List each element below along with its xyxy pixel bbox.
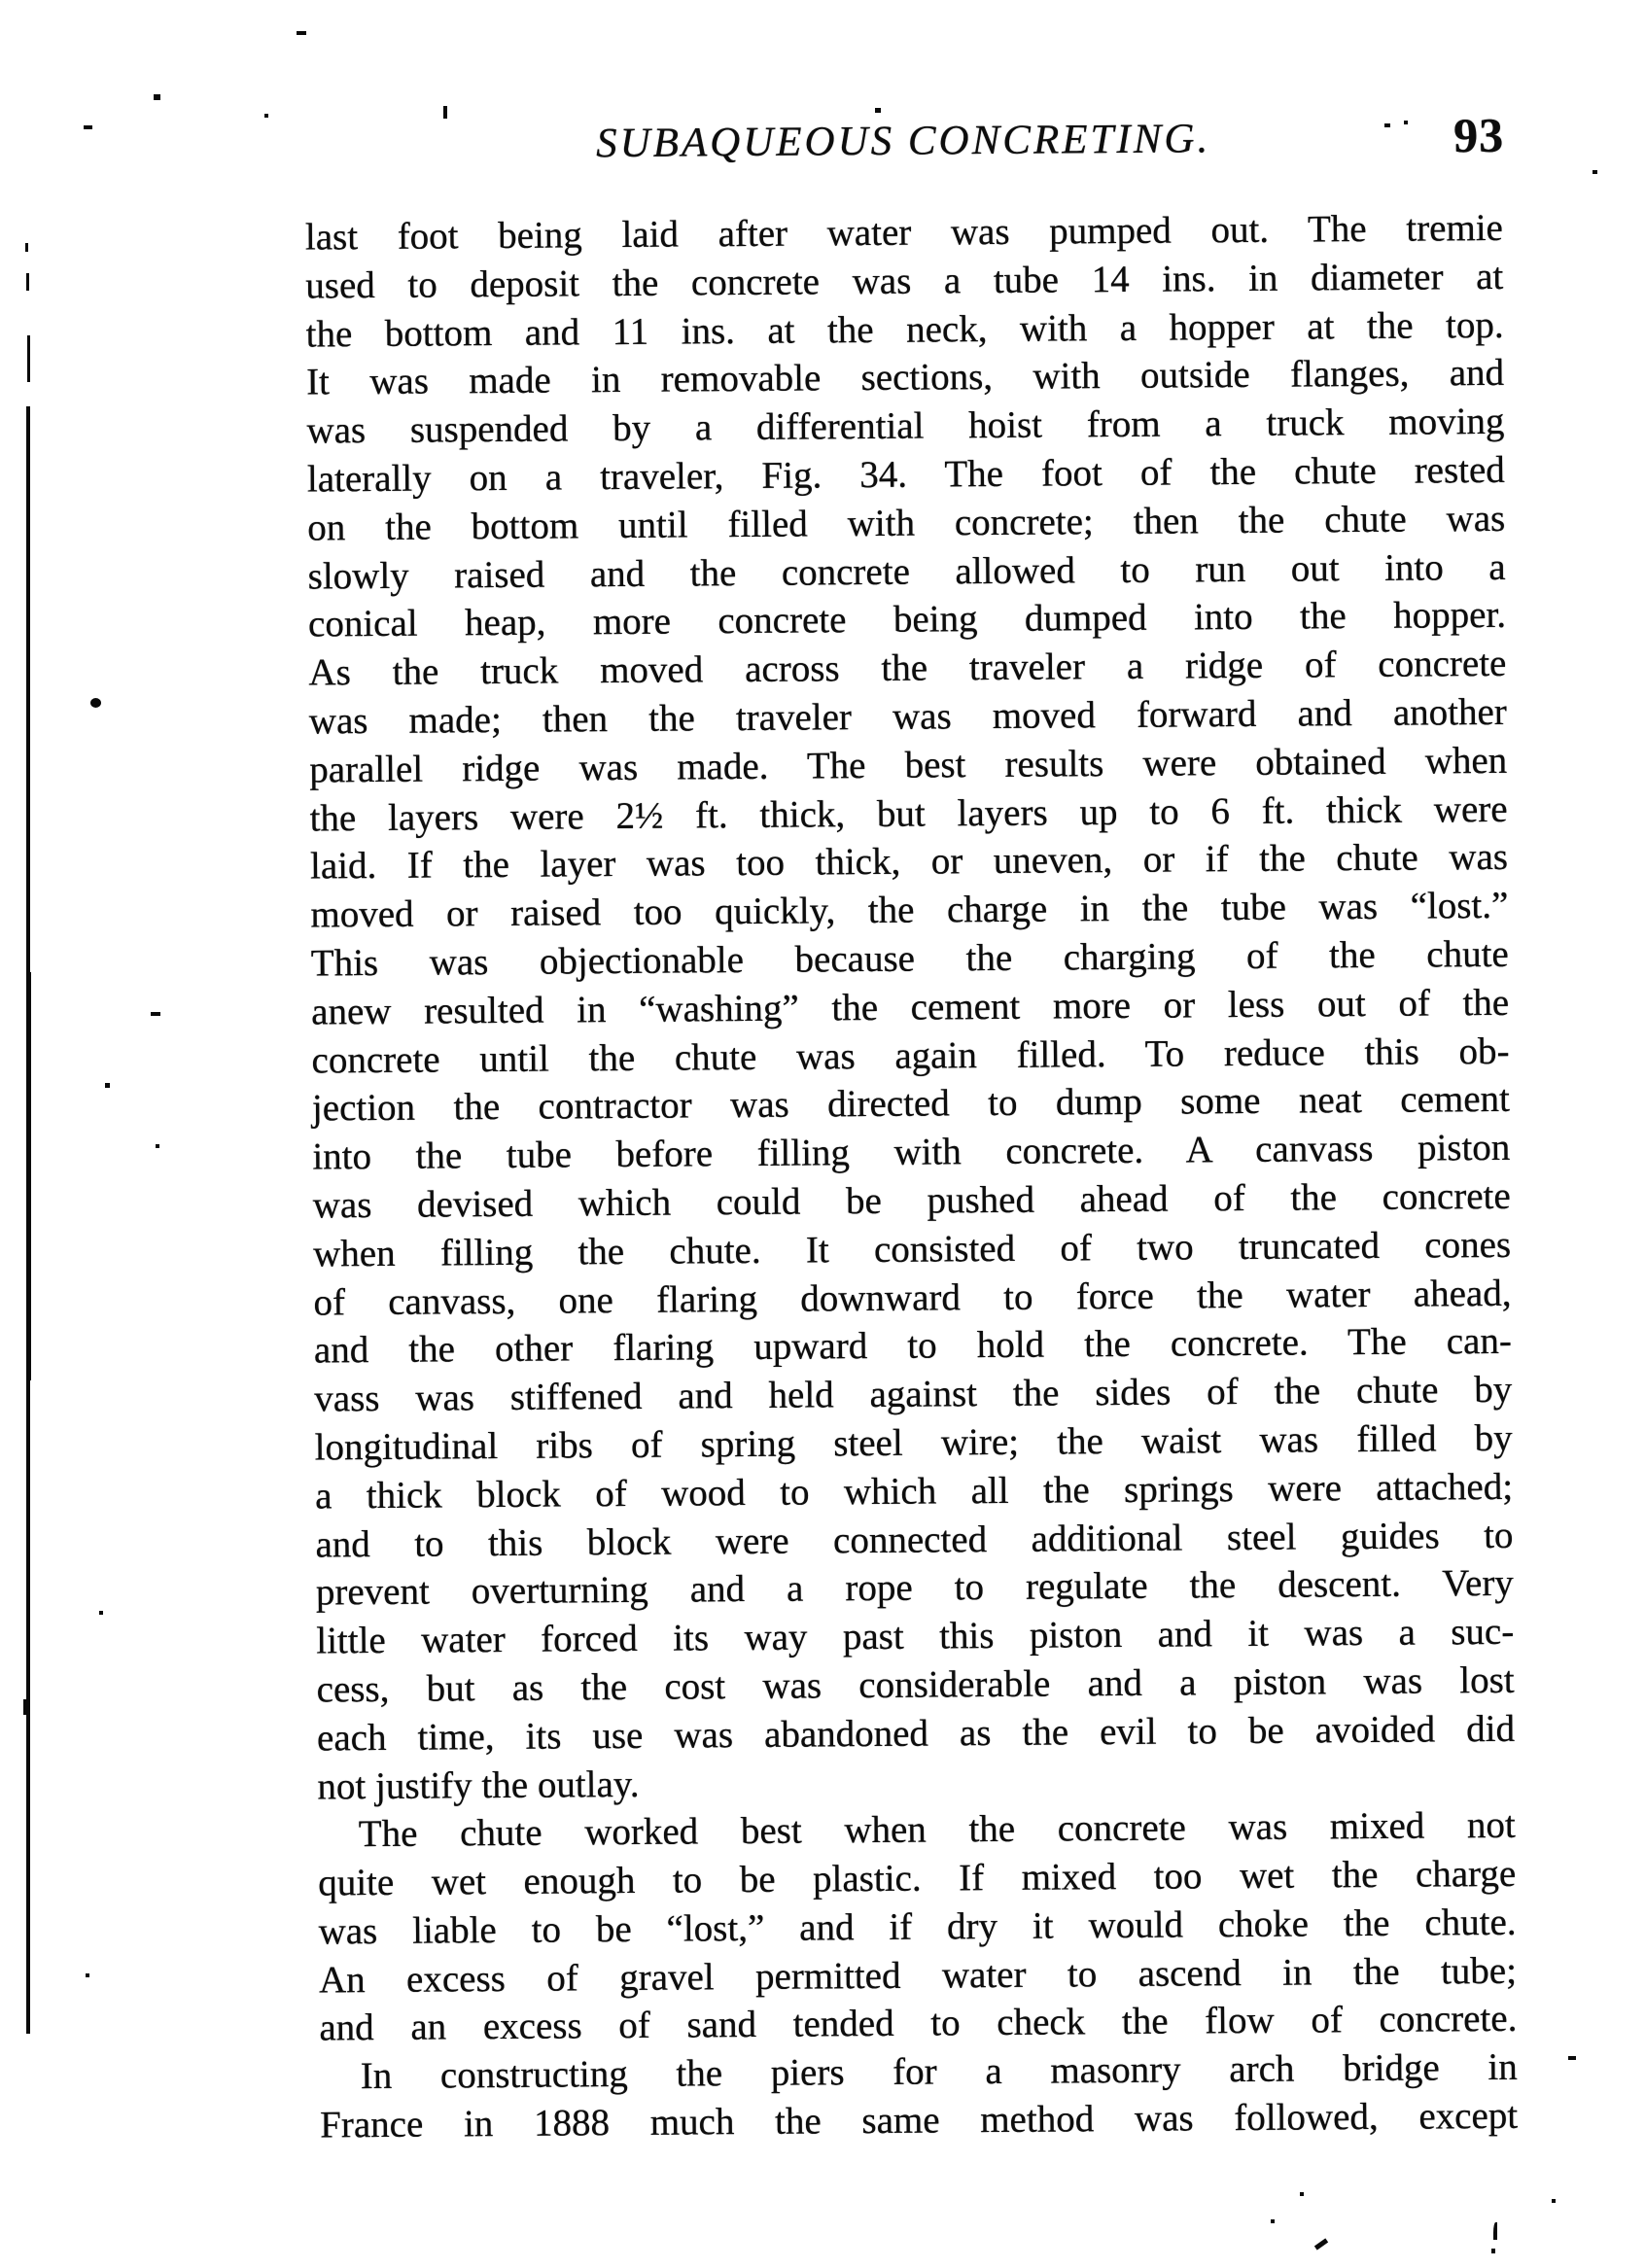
page-number: 93 [1452,107,1505,163]
text-line: quite wet enough to be plastic. If mixed too wet the charge [318,1852,1517,1904]
scan-speck [443,106,447,119]
text-line: into the tube before filling with concrete. A canvass piston [312,1126,1511,1178]
text-line: the bottom and 11 ins. at the neck, with a hopper at the top. [305,303,1504,356]
text-line: This was objectionable because the charging of the chute [310,932,1509,985]
scan-speck [154,94,160,100]
scan-speck [1271,2219,1275,2223]
scan-speck [1552,2199,1556,2203]
text-line: vass was stiffened and held against the sides of the chute by [314,1368,1513,1420]
text-line: when filling the chute. It consisted of two truncated cones [312,1223,1512,1275]
text-line: jection the contractor was directed to dump some neat cement [311,1078,1511,1130]
scan-edge-line [23,1699,29,1715]
text-line: As the truck moved across the traveler a ridge of concrete [308,643,1507,694]
scan-speck [86,1973,89,1977]
text-line: France in 1888 much the same method was followed, except [320,2094,1519,2146]
scan-speck [1491,2249,1495,2253]
text-line: parallel ridge was made. The best results were obtained when [309,739,1508,791]
running-header-title: SUBAQUEOUS CONCRETING. [595,116,1211,167]
text-line: The chute worked best when the concrete was mixed not [358,1804,1516,1856]
scan-speck [297,31,306,35]
text-line: a thick block of wood to which all the springs were attached; [314,1465,1514,1518]
scan-speck [264,114,268,118]
text-line: last foot being laid after water was pumped out. The tremie [304,206,1504,259]
scan-edge-line [28,972,31,1380]
scan-edge-line [27,335,30,382]
scan-speck [1404,121,1408,124]
scan-speck [151,1012,160,1016]
text-line: and to this block were connected additional steel guides to [315,1514,1514,1566]
text-line: was liable to be “lost,” and if dry it would choke the chute. [318,1901,1517,1953]
text-line: longitudinal ribs of spring steel wire; the waist was filled by [314,1416,1513,1469]
text-line: In constructing the piers for a masonry arch bridge in [360,2046,1518,2098]
text-line: laterally on a traveler, Fig. 34. The foot of the chute rested [306,448,1506,501]
text-line: An excess of gravel permitted water to ascend in the tube; [318,1949,1518,2002]
text-line: used to deposit the concrete was a tube 14 ins. in diameter at [305,255,1504,307]
text-line: It was made in removable sections, with outside flanges, and [305,352,1505,403]
text-line: cess, but as the cost was considerable and a piston was lost [316,1658,1515,1711]
text-line: conical heap, more concrete being dumped into the hopper. [307,594,1507,646]
scan-speck [156,1144,159,1148]
scan-speck [1384,123,1390,127]
text-line: was devised which could be pushed ahead of the concrete [312,1174,1511,1227]
scan-speck [1300,2192,1304,2196]
body-text [305,204,1519,2149]
scan-speck [84,125,92,129]
scan-speck [875,108,881,113]
scan-speck [1493,2222,1497,2240]
text-line: not justify the outlay. [317,1762,640,1807]
text-line: slowly raised and the concrete allowed to run out into a [307,545,1506,598]
text-line: was made; then the traveler was moved forward and another [308,690,1507,743]
text-line: moved or raised too quickly, the charge in the tube was “lost.” [310,885,1509,936]
text-line: prevent overturning and a rope to regulate the descent. Very [315,1562,1515,1614]
text-line: anew resulted in “washing” the cement more or less out of the [311,981,1510,1033]
text-line: the layers were 2½ ft. thick, but layers up to 6 ft. thick were [309,787,1508,840]
text-line: laid. If the layer was too thick, or uneven, or if the chute was [309,836,1509,888]
scan-speck [105,1083,110,1088]
text-line: on the bottom until filled with concrete; then the chute was [307,497,1506,549]
text-line: concrete until the chute was again filled. To reduce this ob- [311,1029,1510,1082]
scan-speck [1568,2056,1576,2060]
text-line: of canvass, one flaring downward to force the water ahead, [313,1272,1512,1324]
scan-edge-line [26,273,29,291]
scan-speck [1592,170,1597,174]
scan-dot [90,698,101,708]
text-line: and the other flaring upward to hold the concrete. The can- [313,1320,1513,1372]
text-line: little water forced its way past this piston and it was a suc- [316,1610,1515,1662]
text-line: and an excess of sand tended to check the flow of concrete. [319,1998,1518,2049]
text-line: was suspended by a differential hoist from a truck moving [306,401,1505,452]
scan-edge-line [25,243,28,252]
text-line: each time, its use was abandoned as the evil to be avoided did [316,1707,1516,1760]
scan-speck [99,1611,103,1615]
